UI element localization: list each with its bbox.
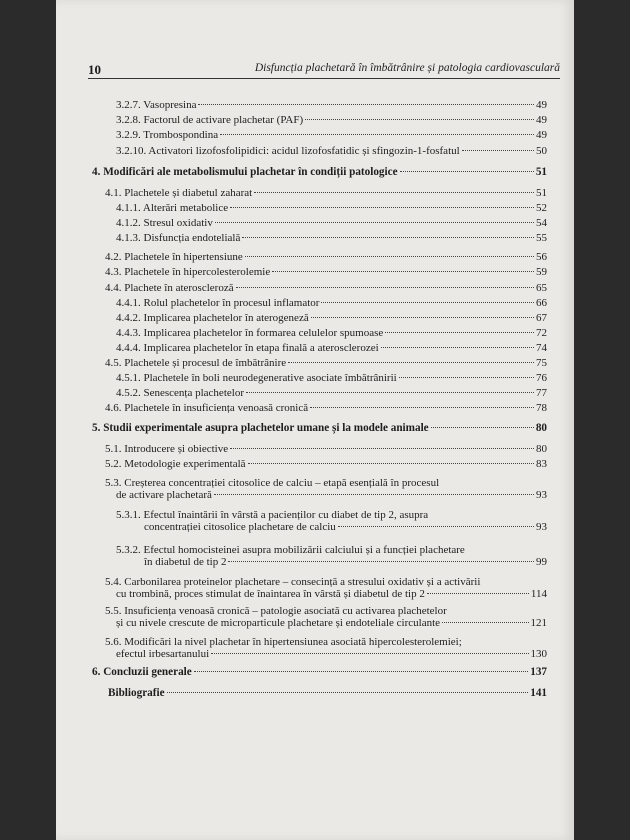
toc-entry xyxy=(105,357,547,369)
toc-entry-text: Bibliografie xyxy=(108,687,165,699)
toc-entry xyxy=(116,232,547,244)
toc-entry xyxy=(116,99,547,111)
dot-leader xyxy=(167,692,529,693)
toc-entry-text: 5.6. Modificări la nivel plachetar în hipertensiunea asociată hipercolesterolemiei; xyxy=(105,636,462,648)
toc-page-number: 49 xyxy=(536,99,547,111)
toc-page-number: 76 xyxy=(536,372,547,384)
toc-page-number: 66 xyxy=(536,297,547,309)
toc-page-number: 114 xyxy=(530,588,547,600)
dot-leader xyxy=(381,347,534,348)
toc-entry-text: 5.2. Metodologie experimentală xyxy=(105,458,246,470)
toc-page-number: 55 xyxy=(536,232,547,244)
toc-page-number: 130 xyxy=(530,648,547,660)
toc-entry-text: 4.5.2. Senescența plachetelor xyxy=(116,387,244,399)
toc-page-number: 83 xyxy=(536,458,547,470)
toc-page-number: 49 xyxy=(536,114,547,126)
toc-entry xyxy=(105,576,547,600)
toc-entry-text: 5.1. Introducere și obiective xyxy=(105,443,229,455)
toc-page-number: 65 xyxy=(536,282,547,294)
toc-page-number: 54 xyxy=(536,217,547,229)
toc-entry-text: 4.5. Plachetele și procesul de îmbătrânire xyxy=(105,357,287,369)
toc-entry xyxy=(116,327,547,339)
toc-entry-text: 4.1.1. Alterări metabolice xyxy=(116,202,229,214)
toc-entry xyxy=(116,544,547,568)
toc-entry xyxy=(92,666,547,678)
toc-entry xyxy=(116,217,547,229)
toc-entry-text: efectul irbesartanului xyxy=(116,648,210,660)
toc-entry xyxy=(116,372,547,384)
toc-entry xyxy=(108,687,547,699)
toc-entry-text: 4.4.1. Rolul plachetelor în procesul inflamator xyxy=(116,297,320,309)
toc-entry-text: 4.1. Plachetele și diabetul zaharat xyxy=(105,187,253,199)
dot-leader xyxy=(305,119,534,120)
toc-entry-text: concentrației citosolice plachetare de calciu xyxy=(144,521,336,533)
toc-page-number: 93 xyxy=(536,489,547,501)
toc-entry xyxy=(105,443,547,455)
toc-page-number: 67 xyxy=(536,312,547,324)
toc-entry-text: 5.5. Insuficiența venoasă cronică – patologie asociată cu activarea plachetelor xyxy=(105,605,447,617)
toc-entry-text: 5.4. Carbonilarea proteinelor plachetare – consecință a stresului oxidativ și a activării xyxy=(105,576,481,588)
toc-entry xyxy=(116,342,547,354)
toc-entry xyxy=(105,458,547,470)
toc-entry xyxy=(116,509,547,533)
toc-entry xyxy=(116,129,547,141)
dot-leader xyxy=(400,171,534,172)
dot-leader xyxy=(385,332,534,333)
toc-entry-text: 3.2.9. Trombospondina xyxy=(116,129,219,141)
toc-page-number: 80 xyxy=(535,422,547,434)
toc-page-number: 75 xyxy=(536,357,547,369)
toc-entry-text: 4.4.2. Implicarea plachetelor în aterogeneză xyxy=(116,312,309,324)
toc-page-number: 80 xyxy=(536,443,547,455)
dot-leader xyxy=(198,104,534,105)
toc-entry xyxy=(116,387,547,399)
dot-leader xyxy=(248,463,534,464)
dot-leader xyxy=(245,256,534,257)
toc-entry-text: 5.3. Creșterea concentrației citosolice de calciu – etapă esențială în procesul xyxy=(105,477,440,489)
toc-page-number: 51 xyxy=(536,187,547,199)
table-of-contents xyxy=(56,0,574,840)
dot-leader xyxy=(194,671,528,672)
toc-entry-text: 3.2.7. Vasopresina xyxy=(116,99,197,111)
book-page xyxy=(56,0,574,840)
dot-leader xyxy=(236,287,534,288)
toc-entry xyxy=(116,114,547,126)
dot-leader xyxy=(230,448,534,449)
dot-leader xyxy=(242,237,534,238)
toc-page-number: 99 xyxy=(536,556,547,568)
toc-entry-text: 3.2.10. Activatori lizofosfolipidici: acidul lizofosfatidic și sfingozin-1-fosfatul xyxy=(116,145,460,157)
dot-leader xyxy=(215,222,534,223)
toc-page-number: 78 xyxy=(536,402,547,414)
toc-entry xyxy=(105,187,547,199)
toc-page-number: 93 xyxy=(536,521,547,533)
toc-page-number: 59 xyxy=(536,266,547,278)
toc-entry xyxy=(105,266,547,278)
dot-leader xyxy=(211,653,528,654)
toc-entry-text: 4.4. Plachete în ateroscleroză xyxy=(105,282,234,294)
toc-entry xyxy=(92,166,547,178)
toc-page-number: 50 xyxy=(536,145,547,157)
toc-page-number: 52 xyxy=(536,202,547,214)
dot-leader xyxy=(311,317,534,318)
toc-page-number: 49 xyxy=(536,129,547,141)
toc-page-number: 137 xyxy=(530,666,547,678)
dot-leader xyxy=(228,561,534,562)
page-number: 10 xyxy=(88,62,101,77)
dot-leader xyxy=(338,526,534,527)
toc-entry-text: 5. Studii experimentale asupra plachetelor umane și la modele animale xyxy=(92,422,429,434)
toc-entry-text: 4.5.1. Plachetele în boli neurodegenerative asociate îmbătrânirii xyxy=(116,372,397,384)
toc-entry-text: și cu nivele crescute de microparticule plachetare și endoteliale circulante xyxy=(116,617,441,629)
toc-entry xyxy=(116,312,547,324)
toc-page-number: 74 xyxy=(536,342,547,354)
toc-entry-text: 4.1.3. Disfuncția endotelială xyxy=(116,232,241,244)
toc-entry-text: 4.1.2. Stresul oxidativ xyxy=(116,217,213,229)
toc-entry-text: 6. Concluzii generale xyxy=(92,666,192,678)
dot-leader xyxy=(288,362,534,363)
toc-entry xyxy=(116,297,547,309)
toc-entry-text: 5.3.1. Efectul înaintării în vârstă a pacienților cu diabet de tip 2, asupra xyxy=(116,509,429,521)
dot-leader xyxy=(310,407,534,408)
toc-entry-text: 3.2.8. Factorul de activare plachetar (PAF) xyxy=(116,114,304,126)
toc-page-number: 77 xyxy=(536,387,547,399)
toc-entry xyxy=(105,251,547,263)
toc-page-number: 72 xyxy=(536,327,547,339)
toc-entry xyxy=(116,145,547,157)
dot-leader xyxy=(220,134,534,135)
toc-entry xyxy=(105,636,547,660)
toc-page-number: 56 xyxy=(536,251,547,263)
dot-leader xyxy=(442,622,528,623)
toc-entry-text: 5.3.2. Efectul homocisteinei asupra mobilizării calciului și a funcției plachetare xyxy=(116,544,465,556)
toc-entry-text: în diabetul de tip 2 xyxy=(144,556,227,568)
toc-page-number: 121 xyxy=(530,617,547,629)
toc-entry xyxy=(105,477,547,501)
toc-entry-text: de activare plachetară xyxy=(116,489,212,501)
toc-entry xyxy=(105,282,547,294)
toc-entry-text: 4.6. Plachetele în insuficiența venoasă cronică xyxy=(105,402,309,414)
toc-entry-text: 4. Modificări ale metabolismului plachetar în condiții patologice xyxy=(92,166,398,178)
toc-entry-text: 4.3. Plachetele în hipercolesterolemie xyxy=(105,266,271,278)
toc-entry xyxy=(105,402,547,414)
dot-leader xyxy=(427,593,529,594)
dot-leader xyxy=(214,494,534,495)
toc-page-number: 141 xyxy=(530,687,547,699)
dot-leader xyxy=(246,392,534,393)
dot-leader xyxy=(254,192,534,193)
toc-entry-text: 4.2. Plachetele în hipertensiune xyxy=(105,251,243,263)
toc-entry xyxy=(92,422,547,434)
running-title: Disfuncția plachetară în îmbătrânire și patologia cardiovasculară xyxy=(254,62,560,74)
dot-leader xyxy=(321,302,534,303)
dot-leader xyxy=(399,377,534,378)
toc-entry xyxy=(116,202,547,214)
dot-leader xyxy=(230,207,534,208)
dot-leader xyxy=(462,150,534,151)
toc-page-number: 51 xyxy=(535,166,547,178)
dot-leader xyxy=(431,427,534,428)
toc-entry-text: 4.4.3. Implicarea plachetelor în formarea celulelor spumoase xyxy=(116,327,384,339)
toc-entry-text: 4.4.4. Implicarea plachetelor în etapa finală a aterosclerozei xyxy=(116,342,379,354)
toc-entry xyxy=(105,605,547,629)
dot-leader xyxy=(272,271,534,272)
toc-entry-text: cu trombină, proces stimulat de înaintarea în vârstă și diabetul de tip 2 xyxy=(116,588,425,600)
